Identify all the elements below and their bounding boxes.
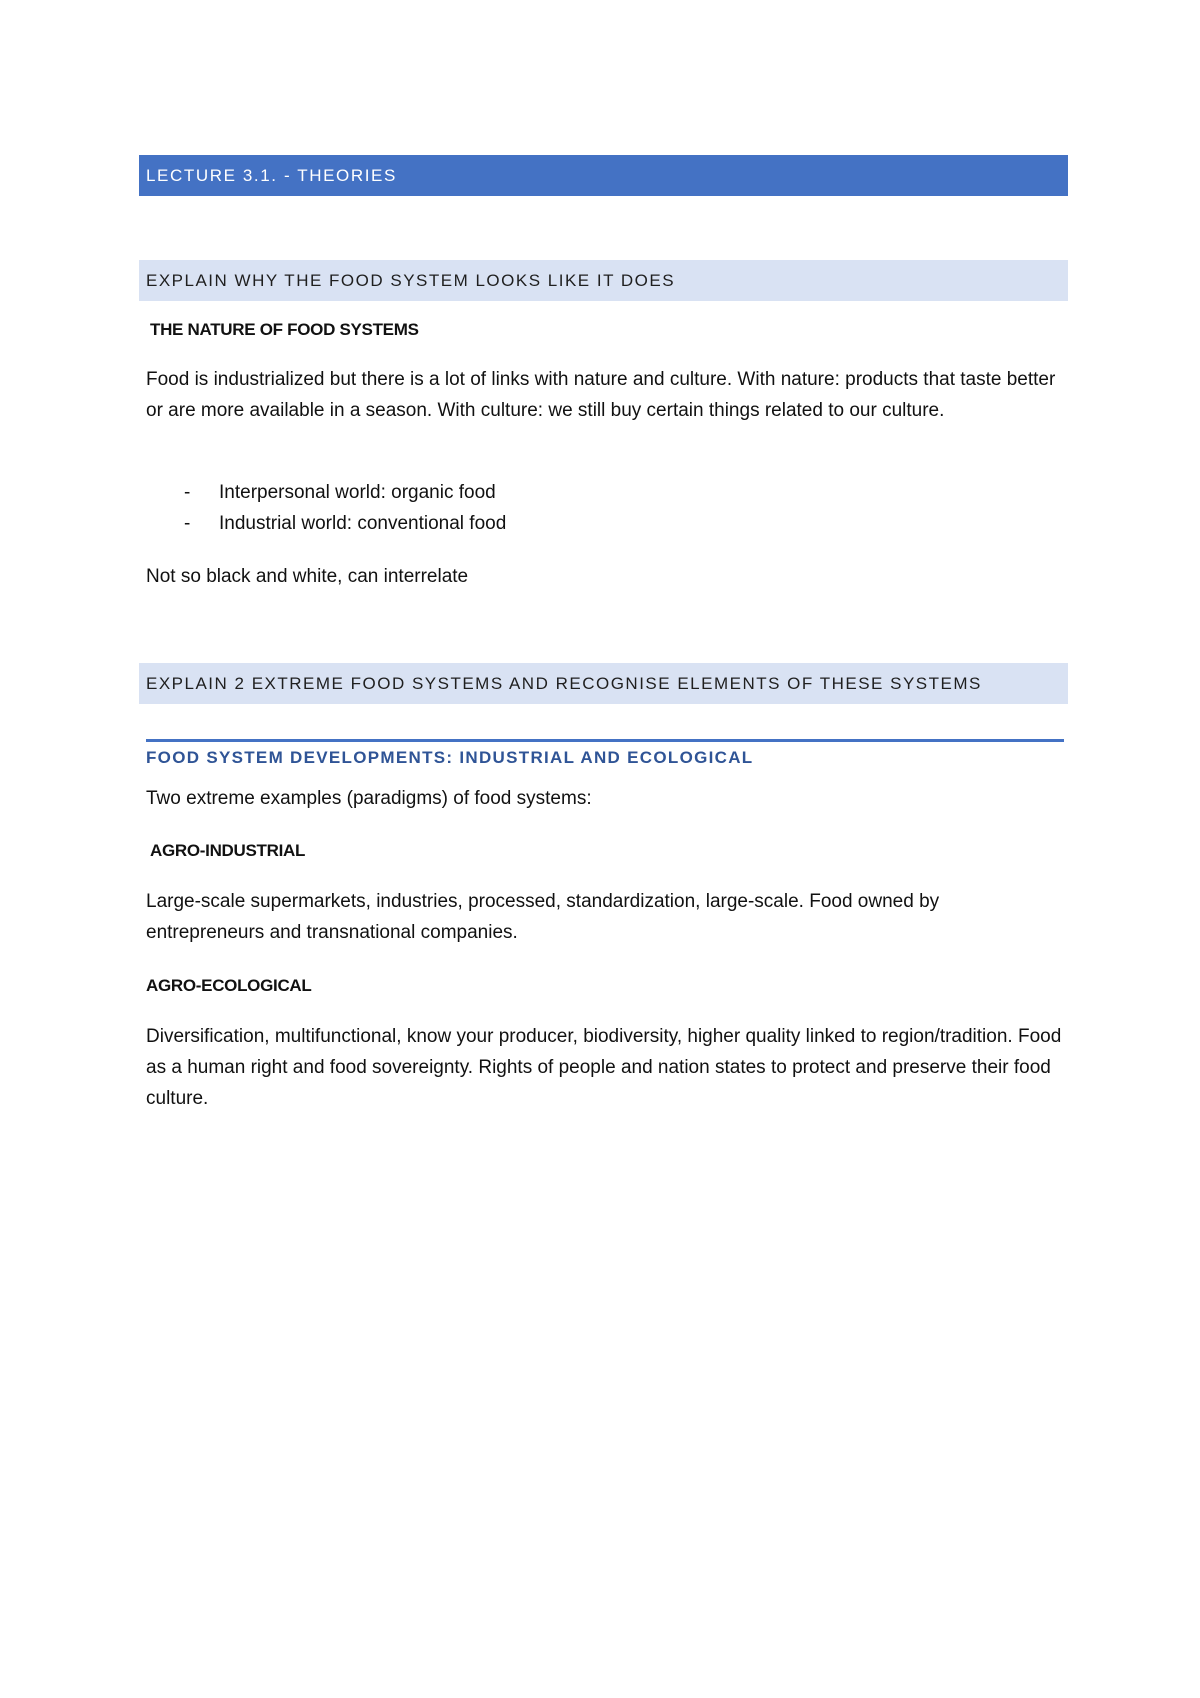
developments-subheading: FOOD SYSTEM DEVELOPMENTS: INDUSTRIAL AND ECOLOGICAL: [146, 748, 754, 767]
agro-industrial-text: Large-scale supermarkets, industries, processed, standardization, large-scale. Food owned by entrepreneurs and transnational companies.: [146, 891, 940, 943]
world-bullet-list: [146, 477, 506, 539]
subheading-rule: [146, 739, 1064, 742]
bullet-dash: -: [184, 513, 191, 534]
list-item: [146, 508, 506, 539]
bullet-text: Industrial world: conventional food: [219, 513, 507, 534]
agro-ecological-label: AGRO-ECOLOGICAL: [146, 976, 312, 995]
section-heading-why: EXPLAIN WHY THE FOOD SYSTEM LOOKS LIKE IT DOES: [146, 270, 676, 290]
agro-ecological-text: Diversification, multifunctional, know your producer, biodiversity, higher quality linked to region/tradition. Food as a human right and food sovereignty. Rights of people and nation states to protect and preserve their food culture.: [146, 1026, 1062, 1109]
section-heading-bar: [139, 663, 1068, 704]
interrelate-note: Not so black and white, can interrelate: [146, 566, 469, 587]
lecture-title: LECTURE 3.1. - THEORIES: [146, 165, 397, 185]
section-heading-bar: [139, 260, 1068, 301]
agro-industrial-label: AGRO-INDUSTRIAL: [150, 841, 306, 860]
list-item: [146, 477, 506, 508]
bullet-dash: -: [184, 482, 191, 503]
section-heading-extreme: EXPLAIN 2 EXTREME FOOD SYSTEMS AND RECOGNISE ELEMENTS OF THESE SYSTEMS: [146, 673, 982, 693]
nature-paragraph: Food is industrialized but there is a lot of links with nature and culture. With nature: products that taste better or are more available in a season. With culture: we still buy certain things related to our culture.: [146, 369, 1056, 421]
bullet-text: Interpersonal world: organic food: [219, 482, 496, 503]
nature-of-food-systems-title: THE NATURE OF FOOD SYSTEMS: [150, 320, 419, 339]
lecture-title-bar: [139, 155, 1068, 196]
paradigms-intro: Two extreme examples (paradigms) of food systems:: [146, 788, 592, 809]
